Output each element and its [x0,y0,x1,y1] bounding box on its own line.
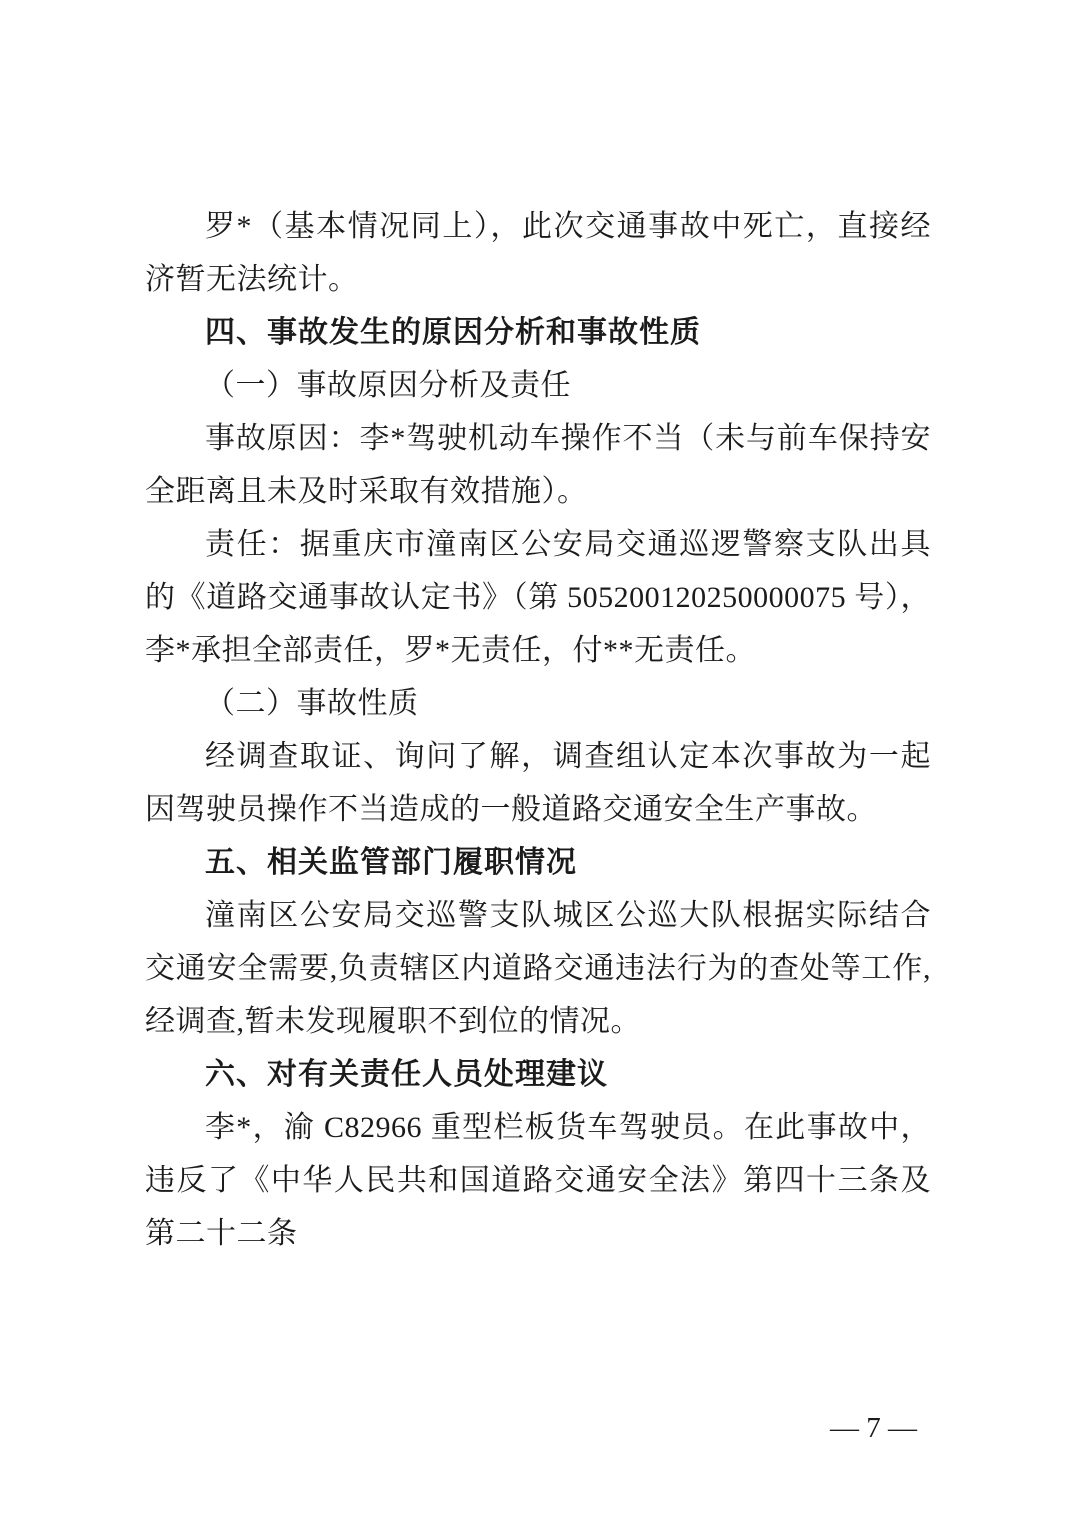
page-number: — 7 — [830,1412,917,1444]
paragraph-accident-nature: 经调查取证、询问了解，调查组认定本次事故为一起因驾驶员操作不当造成的一般道路交通安全生产事故。 [145,740,931,826]
sub-heading-4-2: （二）事故性质 [205,687,419,720]
paragraph-accident-cause: 事故原因：李*驾驶机动车操作不当（未与前车保持安全距离且未及时采取有效措施）。 [145,422,931,508]
section-heading-4: 四、事故发生的原因分析和事故性质 [205,316,701,349]
document-body [145,200,931,1260]
paragraph-supervision-duty: 潼南区公安局交巡警支队城区公巡大队根据实际结合交通安全需要,负责辖区内道路交通违法行为的查处等工作,经调查,暂未发现履职不到位的情况。 [145,899,931,1038]
sub-heading-4-1: （一）事故原因分析及责任 [205,369,571,402]
section-heading-5: 五、相关监管部门履职情况 [205,846,577,879]
paragraph-casualty-note: 罗*（基本情况同上），此次交通事故中死亡，直接经济暂无法统计。 [145,210,931,296]
paragraph-responsibility: 责任：据重庆市潼南区公安局交通巡逻警察支队出具的《道路交通事故认定书》（第 505200120250000075 号），李*承担全部责任，罗*无责任，付**无责任。 [145,528,931,667]
paragraph-handling-suggestion: 李*，渝 C82966 重型栏板货车驾驶员。在此事故中，违反了《中华人民共和国道路交通安全法》第四十三条及第二十二条 [145,1111,931,1250]
section-heading-6: 六、对有关责任人员处理建议 [205,1058,608,1091]
